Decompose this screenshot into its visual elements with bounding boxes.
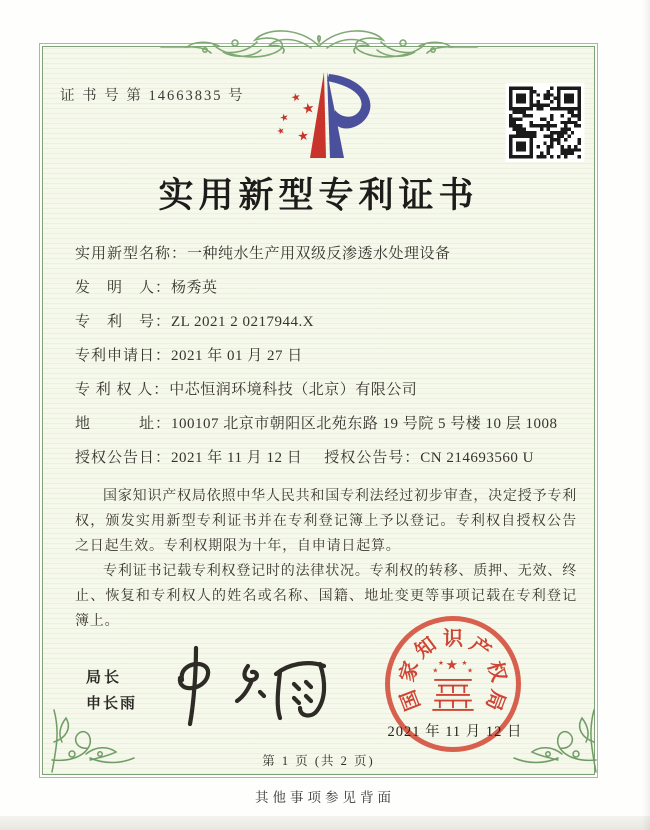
- svg-text:★: ★: [289, 89, 303, 105]
- seal-char: 知: [411, 632, 441, 663]
- field-label: 发 明 人：: [75, 280, 172, 296]
- svg-text:★: ★: [437, 658, 444, 667]
- field-label: 地 址：: [75, 416, 172, 432]
- seal-char: 识: [443, 627, 463, 650]
- field-row-address: [75, 413, 580, 435]
- field-value: 中芯恒润环境科技（北京）有限公司: [169, 382, 418, 398]
- svg-text:★: ★: [445, 657, 459, 674]
- grant-date-label: 授权公告日：: [75, 450, 172, 466]
- field-list: [75, 243, 580, 481]
- legal-paragraph-2: 专利证书记载专利权登记时的法律状况。专利权的转移、质押、无效、终止、恢复和专利权人的姓名或名称、国籍、地址变更等事项记载在专利登记簿上。: [75, 564, 577, 629]
- certificate-number: 证 书 号 第 14663835 号: [60, 88, 245, 104]
- national-emblem-icon: [424, 655, 482, 717]
- field-label: 专 利 权 人：: [75, 382, 170, 398]
- svg-text:★: ★: [275, 125, 287, 138]
- qr-code-icon: [504, 83, 586, 162]
- handwritten-signature-icon: [148, 640, 358, 728]
- seal-char: 国: [396, 687, 425, 714]
- field-row-patentee: [75, 379, 580, 401]
- grant-no-value: CN 214693560 U: [420, 450, 534, 466]
- seal-char: 家: [395, 658, 423, 685]
- seal-char: 局: [481, 687, 510, 714]
- field-value: 一种纯水生产用双级反渗透水处理设备: [187, 246, 451, 262]
- field-row-inventor: [75, 277, 580, 299]
- field-value: 2021 年 01 月 27 日: [171, 348, 303, 364]
- svg-text:★: ★: [461, 658, 468, 667]
- svg-text:★: ★: [467, 666, 473, 675]
- field-row-grant: [75, 447, 580, 469]
- floral-garland-icon: [159, 20, 479, 68]
- field-value: ZL 2021 2 0217944.X: [171, 314, 315, 330]
- svg-text:★: ★: [432, 666, 439, 675]
- field-row-patent-no: [75, 311, 580, 333]
- certificate-title: 实用新型专利证书: [158, 176, 479, 215]
- floral-corner-ornament-icon: [46, 702, 138, 774]
- back-side-note: 其他事项参见背面: [255, 790, 395, 805]
- svg-text:★: ★: [300, 100, 317, 118]
- seal-char: 权: [483, 658, 511, 685]
- grant-date-value: 2021 年 11 月 12 日: [171, 450, 303, 466]
- field-value: 杨秀英: [171, 280, 218, 296]
- field-label: 实用新型名称：: [75, 246, 188, 262]
- field-label: 专利申请日：: [75, 348, 172, 364]
- svg-text:★: ★: [296, 128, 311, 145]
- field-value: 100107 北京市朝阳区北苑东路 19 号院 5 号楼 10 层 1008: [171, 416, 558, 432]
- seal-date: 2021 年 11 月 12 日: [387, 724, 523, 740]
- svg-text:★: ★: [278, 111, 291, 125]
- spacer: [302, 447, 324, 469]
- grant-no-label: 授权公告号：: [324, 450, 421, 466]
- field-row-name: [75, 243, 580, 265]
- director-title: 局长: [86, 670, 123, 686]
- field-row-filing-date: [75, 345, 580, 367]
- page-number: 第 1 页 (共 2 页): [262, 754, 375, 768]
- legal-text: [75, 484, 577, 634]
- legal-paragraph-1: 国家知识产权局依照中华人民共和国专利法经过初步审查，决定授予专利权，颁发实用新型专利证书并在专利登记簿上予以登记。专利权自授权公告之日起生效。专利权期限为十年，自申请日起算。: [75, 489, 577, 554]
- field-label: 专 利 号：: [75, 314, 172, 330]
- seal-char: 产: [465, 632, 495, 663]
- cnipa-logo-icon: [250, 64, 400, 164]
- director-name: 申长雨: [86, 696, 138, 712]
